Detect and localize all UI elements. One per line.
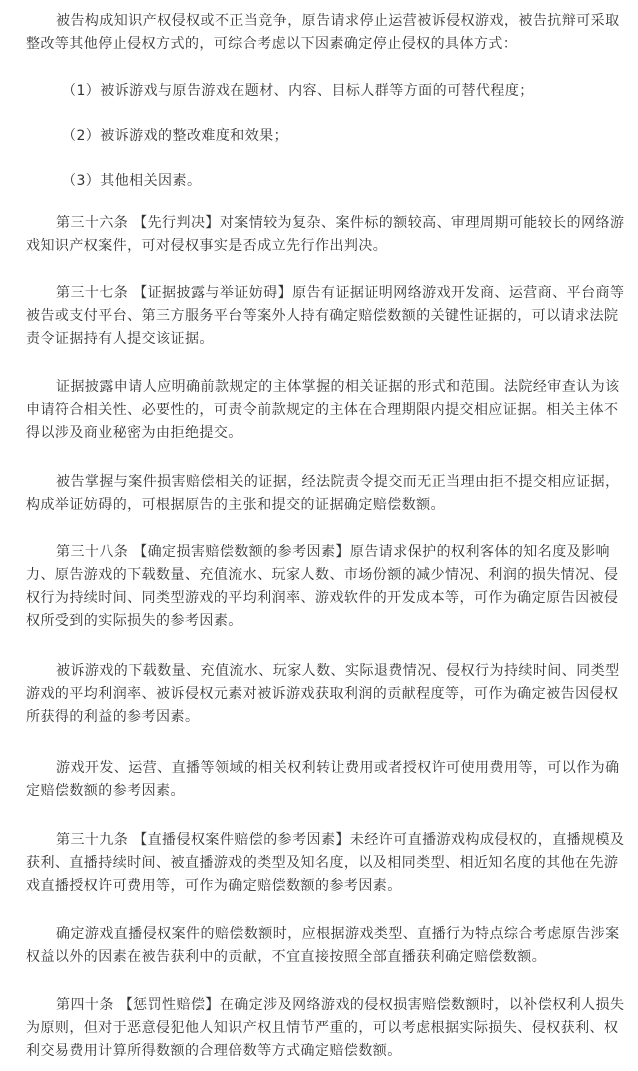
paragraph-text: （2）被诉游戏的整改难度和效果； [62, 128, 289, 144]
paragraph-live-stream-compensation [26, 923, 626, 969]
paragraph-text: 游戏开发、运营、直播等领域的相关权利转让费用或者授权许可使用费用等，可以作为确定赔偿数额的参考因素。 [26, 760, 620, 799]
list-item-rectification [26, 125, 626, 148]
paragraph-license-fees [26, 757, 626, 803]
paragraph-text: 第三十九条 【直播侵权案件赔偿的参考因素】未经许可直播游戏构成侵权的，直播规模及获利、直播持续时间、被直播游戏的类型及知名度，以及相同类型、相近知名度的其他在先游戏直播授权许可费用等，可作为确定赔偿数额的参考因素。 [26, 832, 625, 894]
paragraph-stop-infringement-intro [26, 10, 626, 56]
article-36 [26, 212, 626, 258]
article-40 [26, 994, 626, 1063]
paragraph-defendant-profit-factors [26, 660, 626, 729]
list-item-substitutability [26, 80, 626, 103]
paragraph-text: 被诉游戏的下载数量、充值流水、玩家人数、实际退费情况、侵权行为持续时间、同类型游戏的平均利润率、被诉侵权元素对被诉游戏获取利润的贡献程度等，可作为确定被告因侵权所获得的利益的参考因素。 [26, 663, 620, 725]
paragraph-text: 被告掌握与案件损害赔偿相关的证据，经法院责令提交而无正当理由拒不提交相应证据，构成举证妨碍的，可根据原告的主张和提交的证据确定赔偿数额。 [26, 474, 620, 513]
article-39 [26, 829, 626, 898]
paragraph-text: 第三十六条 【先行判决】对案情较为复杂、案件标的额较高、审理周期可能较长的网络游戏知识产权案件，可对侵权事实是否成立先行作出判决。 [26, 215, 625, 254]
paragraph-obstruction [26, 471, 626, 517]
paragraph-text: 第三十七条 【证据披露与举证妨碍】原告有证据证明网络游戏开发商、运营商、平台商等被告或支付平台、第三方服务平台等案外人持有确定赔偿数额的关键性证据的，可以请求法院责令证据持有人提交该证据。 [26, 285, 625, 347]
article-38 [26, 541, 626, 633]
paragraph-text: （3）其他相关因素。 [62, 173, 202, 189]
article-37 [26, 282, 626, 351]
paragraph-text: （1）被诉游戏与原告游戏在题材、内容、目标人群等方面的可替代程度； [62, 83, 534, 99]
paragraph-text: 第四十条 【惩罚性赔偿】在确定涉及网络游戏的侵权损害赔偿数额时，以补偿权利人损失为原则，但对于恶意侵犯他人知识产权且情节严重的，可以考虑根据实际损失、侵权获利、权利交易费用计算所得数额的合理倍数等方式确定赔偿数额。 [26, 997, 625, 1059]
paragraph-text: 证据披露申请人应明确前款规定的主体掌握的相关证据的形式和范围。法院经审查认为该申请符合相关性、必要性的，可责令前款规定的主体在合理期限内提交相应证据。相关主体不得以涉及商业秘密为由拒绝提交。 [26, 379, 620, 441]
paragraph-text: 确定游戏直播侵权案件的赔偿数额时，应根据游戏类型、直播行为特点综合考虑原告涉案权益以外的因素在被告获利中的贡献，不宜直接按照全部直播获利确定赔偿数额。 [26, 926, 620, 965]
paragraph-text: 被告构成知识产权侵权或不正当竞争，原告请求停止运营被诉侵权游戏，被告抗辩可采取整改等其他停止侵权方式的，可综合考虑以下因素确定停止侵权的具体方式： [26, 13, 620, 52]
paragraph-evidence-disclosure [26, 376, 626, 445]
paragraph-text: 第三十八条 【确定损害赔偿数额的参考因素】原告请求保护的权利客体的知名度及影响力、原告游戏的下载数量、充值流水、玩家人数、市场份额的减少情况、利润的损失情况、侵权行为持续时间、同类型游戏的平均利润率、游戏软件的开发成本等，可作为确定原告因被侵权所受到的实际损失的参考因素。 [26, 544, 619, 629]
list-item-other-factors [26, 170, 626, 193]
